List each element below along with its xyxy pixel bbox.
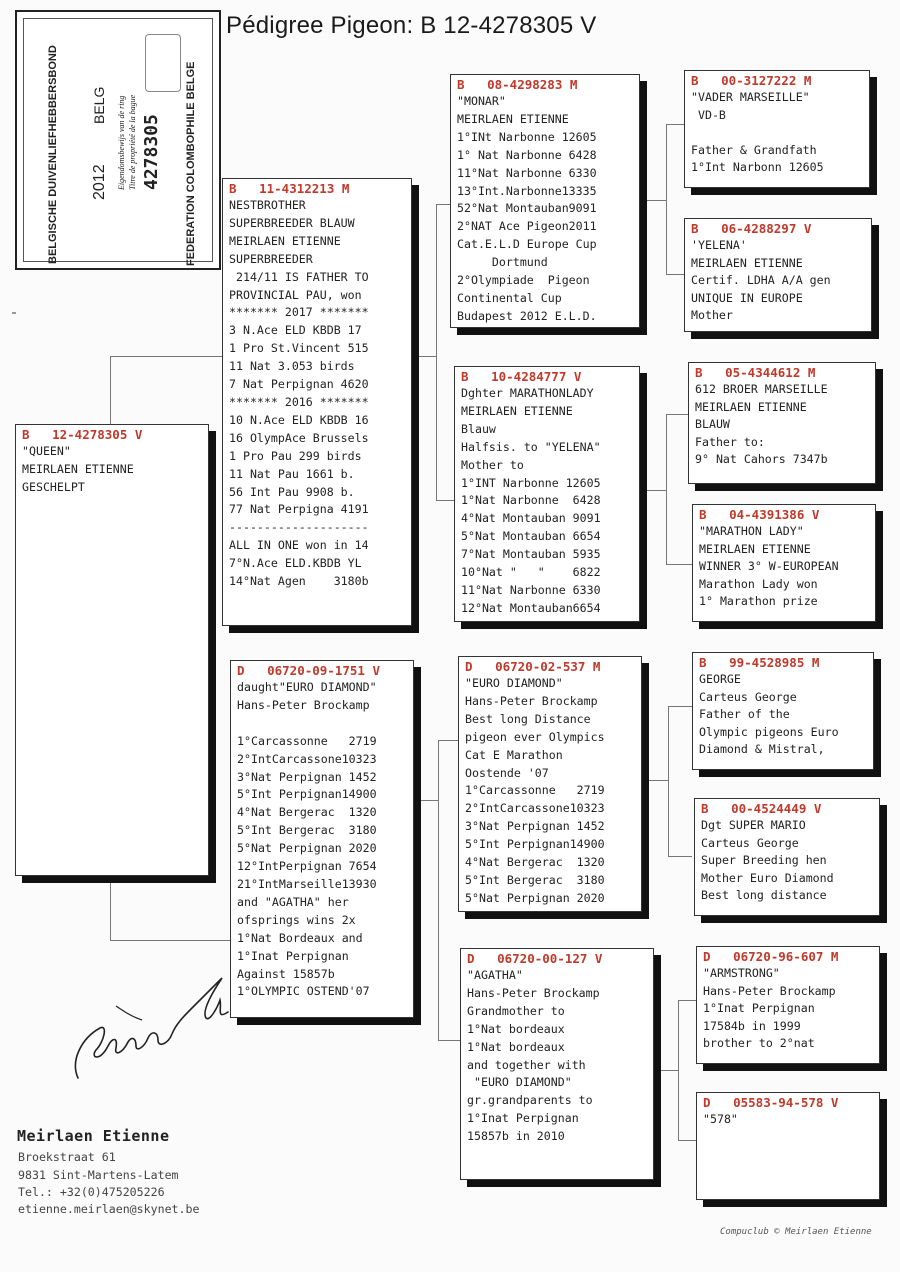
card-line: GESCHELPT [22,479,85,494]
card-line: MEIRLAEN ETIENNE [691,255,803,270]
card-line: Carteus George [699,689,797,704]
connector [666,274,684,275]
ring-proof-fr: Titre de propriété de la bague [128,94,137,190]
card-line: "578" [703,1112,738,1126]
card-ring-number: B 04-4391386 V [699,507,820,522]
card-line: MEIRLAEN ETIENNE [22,461,134,476]
pedigree-card-dds [696,946,880,1064]
connector [666,414,688,415]
card-line: 7 Nat Perpignan 4620 [229,377,369,392]
signature [60,950,240,1090]
card-line: daught"EURO DIAMOND" [237,680,377,694]
connector [438,740,439,1040]
card-line: UNIQUE IN EUROPE [691,290,803,305]
card-line: 14°Nat Agen 3180b [229,574,369,589]
card-line: 56 Int Pau 9908 b. [229,484,355,499]
card-line: Oostende '07 [465,765,549,780]
card-ring-number: D 06720-00-127 V [467,951,603,966]
card-ring-number: B 10-4284777 V [461,369,582,384]
ring-certificate [15,10,221,270]
card-line: VD-B [691,107,726,122]
card-line: 1°INT Narbonne 12605 [461,475,601,490]
connector [642,780,668,781]
card-line: 11 Nat 3.053 birds [229,359,355,374]
card-details [465,675,635,908]
card-line: 1 Pro St.Vincent 515 [229,341,369,356]
card-line: and together with [467,1057,586,1072]
connector [110,940,230,941]
card-line: Diamond & Mistral, [699,742,825,756]
card-line: 214/11 IS FATHER TO [229,269,369,284]
pedigree-card-sdd [692,504,876,622]
card-ring-number: B 99-4528985 M [699,655,820,670]
card-line: WINNER 3° W-EUROPEAN [699,559,839,573]
card-details [691,237,865,325]
card-line: 5°Int Perpignan14900 [237,787,377,802]
pedigree-card-dam-sire [458,656,642,912]
card-line: Continental Cup [457,290,562,305]
card-line: 21°IntMarseille13930 [237,876,377,891]
card-line: Father to: [695,434,765,449]
card-line: 4°Nat Montauban 9091 [461,511,601,526]
breeder-address: Broekstraat 61 [18,1150,116,1164]
card-line: 1°Int Narbonn 12605 [691,160,824,174]
card-line: "MARATHON LADY" [699,524,804,538]
card-line: Dortmund [457,255,548,270]
card-line: "ARMSTRONG" [703,966,780,980]
pedigree-card-sds [688,362,876,484]
card-line: 1°Carcassonne 2719 [465,783,605,798]
card-line: 9° Nat Cahors 7347b [695,452,828,466]
card-line: Against 15857b [237,966,335,981]
pedigree-card-ssd [684,218,872,332]
card-line: 1°Inat Perpignan [467,1111,579,1126]
card-line: Dghter MARATHONLADY [461,386,594,400]
card-ring-number: B 06-4288297 V [691,221,812,236]
ring-year: 2012 [91,164,108,200]
card-line: 1°Nat Narbonne 6428 [461,493,601,508]
card-line: 11°Nat Narbonne 6330 [461,582,601,597]
card-line: 4°Nat Bergerac 1320 [465,855,605,870]
card-details [229,197,405,591]
card-details [699,671,867,759]
card-line: 10°Nat " " 6822 [461,565,601,580]
ring-federation-fr: FEDERATION COLOMBOPHILE BELGE [185,61,197,266]
ring-country: BELG [91,86,107,124]
card-details [237,679,407,1001]
credit-text: Compuclub © Meirlaen Etienne [720,1227,872,1237]
card-details [691,89,863,177]
connector [666,414,667,564]
card-line: 10 N.Ace ELD KBDB 16 [229,412,369,427]
ring-emblem [145,34,181,92]
card-line: Hans-Peter Brockamp [237,697,370,712]
card-line: 5°Nat Perpignan 2020 [465,890,605,905]
card-line: 'YELENA' [691,238,747,252]
card-details [467,967,647,1146]
card-line: Father of the [699,707,790,721]
connector [438,1040,460,1041]
card-details [22,443,202,497]
card-ring-number: B 05-4344612 M [695,365,816,380]
card-line: 12°Nat Montauban6654 [461,600,601,615]
connector [678,1140,696,1141]
card-line: 1° Marathon prize [699,594,818,608]
card-line: Hans-Peter Brockamp [703,983,836,998]
connector [110,876,111,940]
card-line: Best long Distance [465,711,591,726]
card-line: Grandmother to [467,1003,565,1018]
card-line: Best long distance [701,888,827,902]
card-line: 13°Int.Narbonne13335 [457,183,597,198]
card-line: 3°Nat Perpignan 1452 [465,819,605,834]
card-line: Cat.E.L.D Europe Cup [457,237,597,252]
card-line: 3 N.Ace ELD KBDB 17 [229,323,362,338]
card-line: 16 OlympAce Brussels [229,430,369,445]
breeder-name: Meirlaen Etienne [17,1127,170,1145]
connector [640,200,666,201]
card-line: PROVINCIAL PAU, won [229,287,362,302]
page-title: Pédigree Pigeon: B 12-4278305 V [226,12,597,39]
card-details [701,817,873,905]
connector [678,1000,696,1001]
connector [654,1070,678,1071]
card-line: Blauw [461,421,496,436]
pedigree-card-sss [684,70,870,188]
card-line: Mother Euro Diamond [701,870,834,885]
card-line: 612 BROER MARSEILLE [695,382,828,396]
card-line: 11 Nat Pau 1661 b. [229,466,355,481]
card-details [699,523,869,611]
card-line: pigeon ever Olympics [465,729,605,744]
card-line: 5°Nat Montauban 6654 [461,529,601,544]
card-line: SUPERBREEDER BLAUW [229,215,355,230]
card-line: 7°Nat Montauban 5935 [461,547,601,562]
card-line: Father & Grandfath [691,142,817,157]
pedigree-card-sire-dam [454,366,640,622]
ring-proof-nl: Eigendomsbewijs van de ring [117,95,126,190]
card-line: "AGATHA" [467,968,523,982]
card-line: 5°Int Bergerac 3180 [465,872,605,887]
card-line: and "AGATHA" her [237,894,349,909]
card-line: 5°Nat Perpignan 2020 [237,841,377,856]
card-details [457,93,633,326]
card-line: "VADER MARSEILLE" [691,90,810,104]
card-details [695,381,869,469]
card-line: 1 Pro Pau 299 birds [229,448,362,463]
card-line: 1°OLYMPIC OSTEND'07 [237,984,370,999]
card-line: 3°Nat Perpignan 1452 [237,769,377,784]
card-line: ALL IN ONE won in 14 [229,538,369,553]
card-line: 1°INt Narbonne 12605 [457,129,597,144]
card-line: Hans-Peter Brockamp [465,693,598,708]
connector [438,740,458,741]
card-line: Mother to [461,457,524,472]
connector [678,1000,679,1140]
connector [640,490,666,491]
card-line: -------------------- [229,520,369,535]
card-line: BLAUW [695,417,730,431]
card-line: 5°Int Bergerac 3180 [237,823,377,838]
card-line: Carteus George [701,835,799,850]
card-line: "QUEEN" [22,444,71,458]
card-details [461,385,633,618]
card-line: ******* 2016 ******* [229,394,369,409]
card-ring-number: B 08-4298283 M [457,77,578,92]
pedigree-card-dss [692,652,874,770]
connector [436,500,454,501]
card-details [703,965,873,1053]
connector [110,356,228,357]
card-line: 2°IntCarcassone10323 [237,751,377,766]
card-ring-number: D 05583-94-578 V [703,1095,839,1110]
card-ring-number: B 12-4278305 V [22,427,143,442]
card-line: MEIRLAEN ETIENNE [695,399,807,414]
card-line: 1°Nat bordeaux [467,1039,565,1054]
card-line: Halfsis. to "YELENA" [461,439,601,454]
connector [668,856,692,857]
pedigree-card-dam-dam [460,948,654,1180]
card-ring-number: B 11-4312213 M [229,181,350,196]
card-line: 15857b in 2010 [467,1129,565,1144]
card-line: Cat E Marathon [465,747,563,762]
connector [436,204,450,205]
card-ring-number: D 06720-02-537 M [465,659,601,674]
card-ring-number: B 00-4524449 V [701,801,822,816]
card-line: 1°Nat bordeaux [467,1021,565,1036]
card-line: 2°Olympiade Pigeon [457,273,590,288]
connector [668,706,692,707]
card-line: 1° Nat Narbonne 6428 [457,147,597,162]
card-line: 7°N.Ace ELD.KBDB YL [229,556,362,571]
connector [666,124,684,125]
pedigree-card-ddd [696,1092,880,1200]
breeder-email[interactable]: etienne.meirlaen@skynet.be [18,1202,200,1216]
card-line: Dgt SUPER MARIO [701,818,806,832]
card-line: ofsprings wins 2x [237,912,356,927]
card-line: 52°Nat Montauban9091 [457,201,597,216]
card-line: MEIRLAEN ETIENNE [699,541,811,556]
card-line: 1°Carcassonne 2719 [237,733,377,748]
card-line: Marathon Lady won [699,576,818,591]
card-ring-number: D 06720-96-607 M [703,949,839,964]
card-line: MEIRLAEN ETIENNE [457,111,569,126]
card-line: MEIRLAEN ETIENNE [229,233,341,248]
card-line: MEIRLAEN ETIENNE [461,403,573,418]
card-line: brother to 2°nat [703,1036,815,1050]
card-line: Budapest 2012 E.L.D. [457,308,597,323]
connector [666,124,667,274]
connector [414,356,436,357]
card-line: GEORGE [699,672,741,686]
card-line: 1°Inat Perpignan [703,1001,815,1015]
card-line: 12°IntPerpignan 7654 [237,859,377,874]
pedigree-card-dsd [694,798,880,916]
card-line: Super Breeding hen [701,853,827,867]
card-line: NESTBROTHER [229,198,306,212]
card-line: 11°Nat Narbonne 6330 [457,165,597,180]
breeder-city: 9831 Sint-Martens-Latem [18,1168,179,1182]
pedigree-card-sire [222,178,412,626]
card-line: 77 Nat Perpigna 4191 [229,502,369,517]
card-line: 5°Int Perpignan14900 [465,837,605,852]
connector [668,706,669,856]
pedigree-card-dam [230,660,414,1018]
card-line: 17584b in 1999 [703,1018,801,1033]
card-line: 2°IntCarcassone10323 [465,801,605,816]
card-details [703,1111,873,1129]
card-line: 1°Inat Perpignan [237,948,349,963]
card-line: SUPERBREEDER [229,251,313,266]
margin-mark [12,312,16,314]
connector [436,204,437,500]
card-line: "EURO DIAMOND" [467,1075,572,1090]
card-line: gr.grandparents to [467,1093,593,1108]
card-line: Mother [691,308,733,322]
connector [666,564,692,565]
card-line: "MONAR" [457,94,506,108]
card-ring-number: D 06720-09-1751 V [237,663,380,678]
breeder-phone: Tel.: +32(0)475205226 [18,1185,165,1199]
card-line: 1°Nat Bordeaux and [237,930,363,945]
card-line: 2°NAT Ace Pigeon2011 [457,219,597,234]
card-line: Hans-Peter Brockamp [467,985,600,1000]
pedigree-card-sire-sire [450,74,640,328]
ring-number: 4278305 [141,114,162,190]
card-ring-number: B 00-3127222 M [691,73,812,88]
card-line: Olympic pigeons Euro [699,724,839,739]
connector [110,356,111,426]
ring-federation-nl: BELGISCHE DUIVENLIEFHEBBERSBOND [47,45,59,264]
card-line: Certif. LDHA A/A gen [691,273,831,287]
card-line: 4°Nat Bergerac 1320 [237,805,377,820]
card-line: ******* 2017 ******* [229,305,369,320]
connector [414,800,438,801]
card-line: "EURO DIAMOND" [465,676,563,690]
pedigree-card-subject [15,424,209,876]
